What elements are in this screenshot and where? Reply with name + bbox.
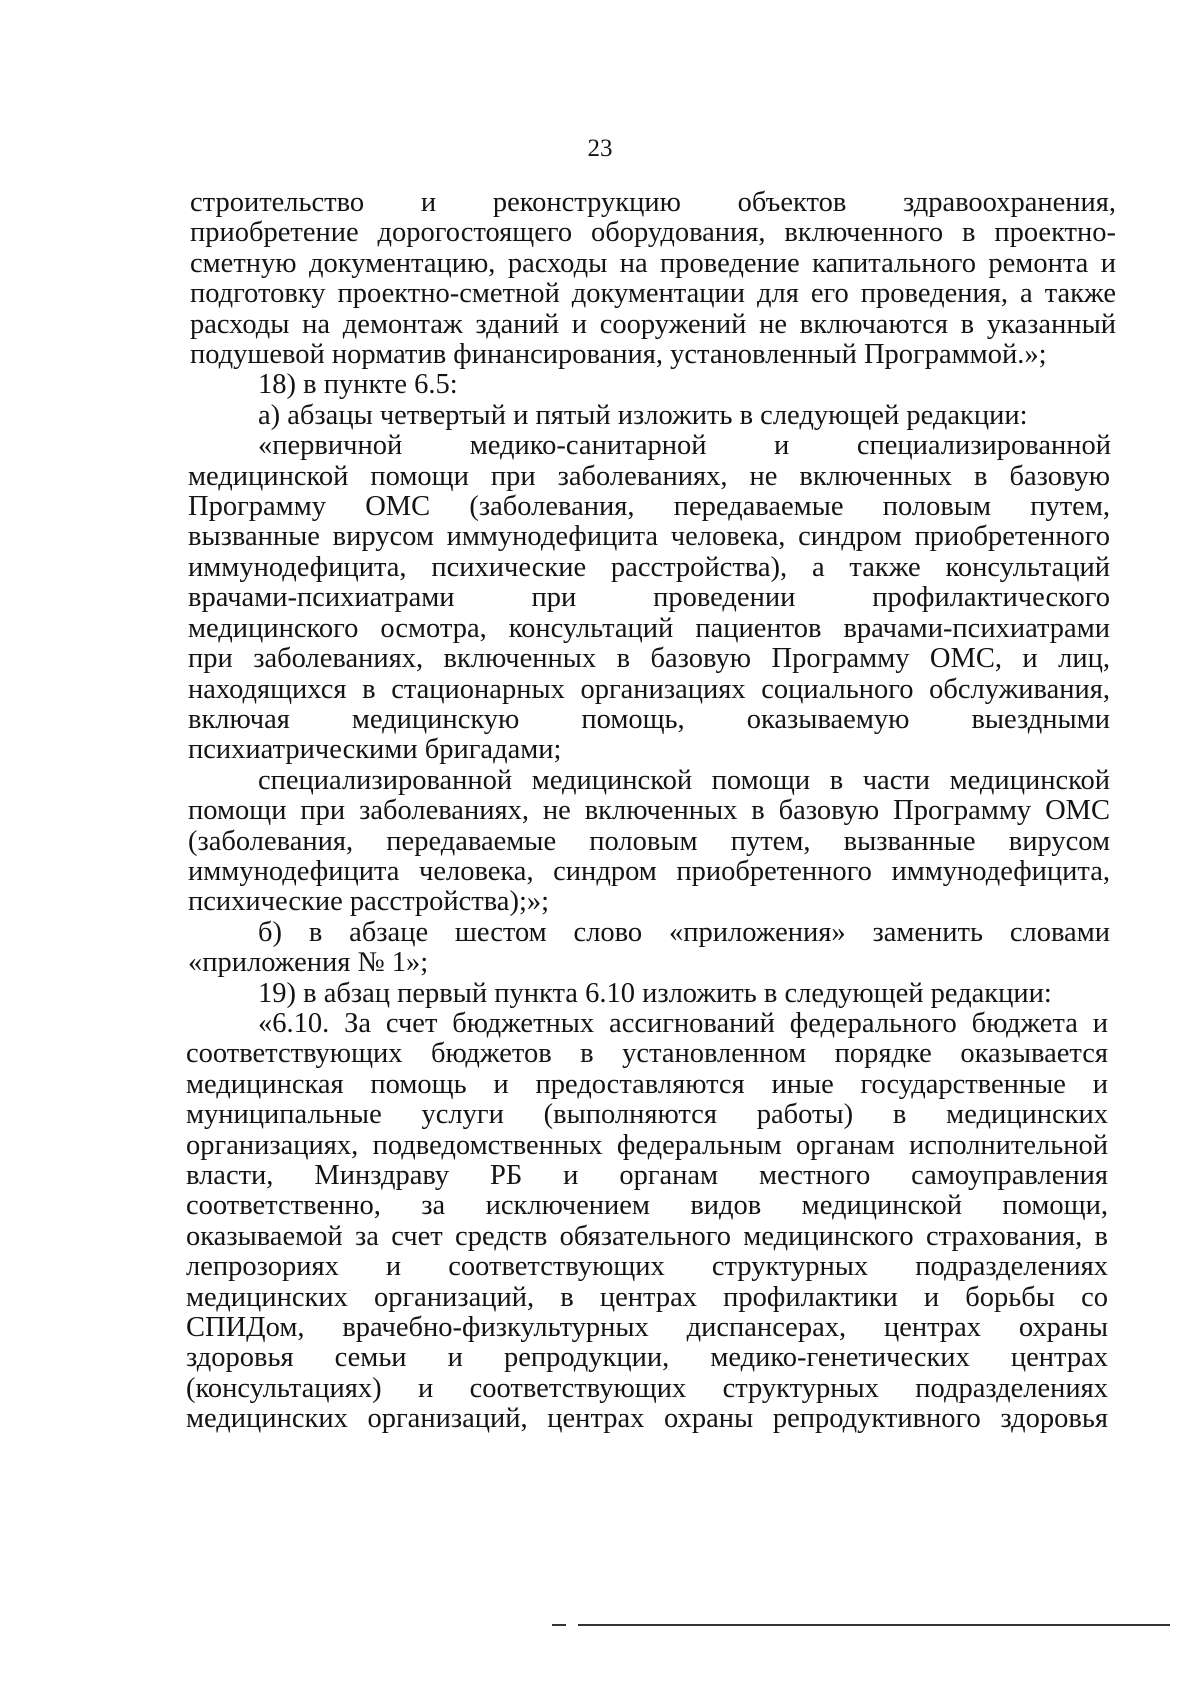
text-line: власти, Минздраву РБ и органам местного самоуправления (186, 1160, 1108, 1191)
text-line: при заболеваниях, включенных в базовую Программу ОМС, и лиц, (188, 643, 1110, 674)
text-line: включая медицинскую помощь, оказываемую выездными (188, 704, 1110, 735)
text-line: подготовку проектно-сметной документации для его проведения, а также (190, 278, 1116, 309)
text-line: медицинской помощи при заболеваниях, не включенных в базовую (188, 461, 1110, 492)
text-line: приобретение дорогостоящего оборудования, включенного в проектно- (190, 217, 1116, 248)
sub-item-a: а) абзацы четвертый и пятый изложить в следующей редакции: (258, 400, 1028, 431)
text-line: соответствующих бюджетов в установленном порядке оказывается (186, 1038, 1108, 1069)
quoted-paragraph-start: «первичной медико-санитарной и специализированной (258, 430, 1111, 461)
text-line: медицинского осмотра, консультаций пациентов врачами-психиатрами (188, 613, 1110, 644)
list-item-19: 19) в абзац первый пункта 6.10 изложить в следующей редакции: (258, 978, 1052, 1009)
text-line: оказываемой за счет средств обязательного медицинского страхования, в (186, 1221, 1108, 1252)
text-line: психиатрическими бригадами; (188, 734, 562, 765)
text-line: СПИДом, врачебно-физкультурных диспансерах, центрах охраны (186, 1312, 1108, 1343)
text-line: расходы на демонтаж зданий и сооружений не включаются в указанный (190, 309, 1116, 340)
text-line: медицинских организаций, центрах охраны репродуктивного здоровья (186, 1403, 1108, 1434)
paragraph-start: специализированной медицинской помощи в части медицинской (258, 765, 1110, 796)
text-line: здоровья семьи и репродукции, медико-генетических центрах (186, 1342, 1108, 1373)
text-line: находящихся в стационарных организациях социального обслуживания, (188, 674, 1110, 705)
text-line: помощи при заболеваниях, не включенных в базовую Программу ОМС (188, 795, 1110, 826)
text-line: психические расстройства);»; (188, 886, 550, 917)
text-line: иммунодефицита человека, синдром приобретенного иммунодефицита, (188, 856, 1110, 887)
text-line: иммунодефицита, психические расстройства), а также консультаций (188, 552, 1110, 583)
page-number: 23 (587, 135, 613, 162)
text-line: Программу ОМС (заболевания, передаваемые половым путем, (188, 491, 1110, 522)
text-line: врачами-психиатрами при проведении профилактического (188, 582, 1110, 613)
text-line: (консультациях) и соответствующих структурных подразделениях (186, 1373, 1108, 1404)
text-line: вызванные вирусом иммунодефицита человека, синдром приобретенного (188, 521, 1110, 552)
text-line: муниципальные услуги (выполняются работы) в медицинских (186, 1099, 1108, 1130)
text-line: «приложения № 1»; (188, 947, 429, 978)
quoted-paragraph-start: «6.10. За счет бюджетных ассигнований федерального бюджета и (258, 1008, 1108, 1039)
text-line: (заболевания, передаваемые половым путем, вызванные вирусом (188, 826, 1110, 857)
text-line: подушевой норматив финансирования, установленный Программой.»; (190, 339, 1047, 370)
text-line: соответственно, за исключением видов медицинской помощи, (186, 1190, 1108, 1221)
footer-rule (578, 1624, 1170, 1626)
footer-rule-dash (552, 1624, 566, 1626)
sub-item-b: б) в абзаце шестом слово «приложения» заменить словами (258, 917, 1110, 948)
text-line: строительство и реконструкцию объектов здравоохранения, (190, 187, 1116, 218)
text-line: медицинских организаций, в центрах профилактики и борьбы со (186, 1282, 1108, 1313)
text-line: медицинская помощь и предоставляются иные государственные и (186, 1069, 1108, 1100)
list-item-18: 18) в пункте 6.5: (258, 369, 458, 400)
text-line: лепрозориях и соответствующих структурных подразделениях (186, 1251, 1108, 1282)
text-line: сметную документацию, расходы на проведение капитального ремонта и (190, 248, 1116, 279)
text-line: организациях, подведомственных федеральным органам исполнительной (186, 1130, 1108, 1161)
